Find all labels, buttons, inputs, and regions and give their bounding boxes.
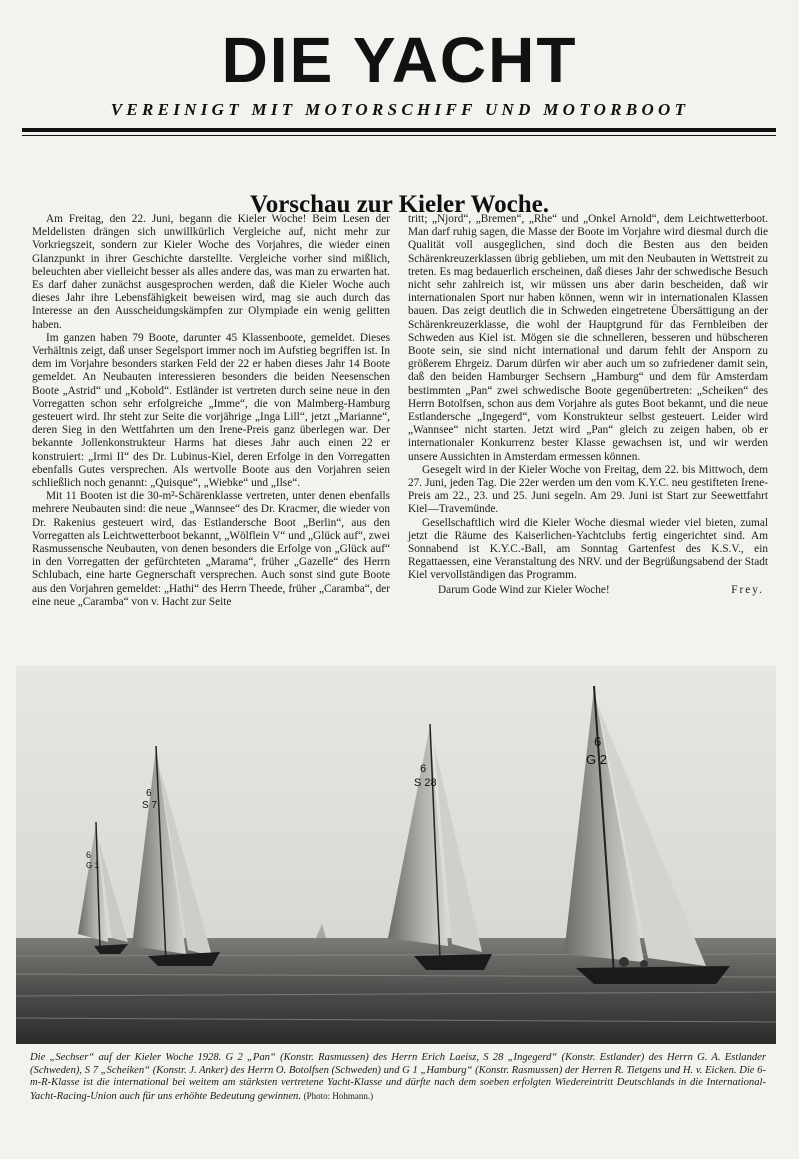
regatta-photo	[16, 666, 776, 1044]
article-headline: Vorschau zur Kieler Woche.	[249, 190, 550, 218]
sail-number: 6	[86, 850, 92, 860]
author-name: Frey.	[731, 583, 764, 596]
sail-number: 6	[594, 734, 602, 749]
closing-line: Darum Gode Wind zur Kieler Woche!	[438, 583, 610, 596]
sail-number: 6	[420, 763, 427, 775]
sail-number: G 2	[586, 752, 607, 767]
article-paragraph: Am Freitag, den 22. Juni, begann die Kieler Woche! Beim Lesen der Meldelisten drängen sich unwillkürlich Vergleiche auf, nicht mehr zur Vorkriegszeit, sondern zur Kieler Woche des Vorjahres, die wieder einen Glanzpunkt in ihrer Geschichte darstellte. Vergleiche vorher sind mißlich, beleuchten aber vielleicht besser als alles andere das, was man zu erwarten hat. Es darf daher zunächst ausgesprochen werden, daß die Kieler Woche auch dieses Jahr ihre Lebensfähigkeit beweisen wird, mag sie auch durch das Interesse an den Ausscheidungskämpfen zur Olympiade ein wenig gelitten haben.	[32, 213, 390, 331]
masthead-subtitle: VEREINIGT MIT MOTORSCHIFF UND MOTORBOOT	[110, 100, 690, 119]
sail-number: 6	[146, 788, 152, 799]
article-column-right	[408, 213, 768, 597]
sail-number: G 1	[86, 861, 99, 870]
masthead-title: DIE YACHT	[221, 24, 578, 96]
masthead-rule-thin	[22, 135, 776, 136]
sail-number: S 7	[142, 800, 158, 811]
sail-number: S 28	[414, 777, 437, 789]
photo-caption	[30, 1052, 766, 1103]
photo-credit: (Photo: Hohmann.)	[303, 1090, 374, 1101]
caption-text: Die „Sechser“ auf der Kieler Woche 1928. G 2 „Pan“ (Konstr. Rasmussen) des Herrn Erich Laeisz, S 28 „Ingegerd“ (Konstr. Estlander) des Herrn G. A. Estlander (Schweden), S 7 „Scheiken“ (Konstr. J. Anker) des Herrn O. Botolfsen (Schweden) und G 1 „Hamburg“ (Konstr. Rasmussen) der Herren R. Tietgens und H. v. Eicken. Die 6-m-R-Klasse ist die international bei weitem am stärksten vertretene Yacht-Klasse und dürfte nach dem soeben erfolgten Wiedereintritt Deutschlands in die International-Yacht-Racing-Union auch für uns erhöhte Bedeutung gewinnen.	[30, 1052, 766, 1102]
regatta-photo-drawing	[16, 666, 776, 1044]
article-paragraph: Im ganzen haben 79 Boote, darunter 45 Klassenboote, gemeldet. Dieses Verhältnis zeigt, daß unser Segelsport immer noch im Aufstieg begriffen ist. In dem im Vorjahre besonders starken Feld der 22 er haben dieses Jahr 14 Boote gemeldet. An Neubauten interessieren besonders die beiden Neesenschen Boote „Astrid“ und „Kobold“. Estländer ist vertreten durch seine neue in den Vorregatten schon sehr erfolgreiche „Imme“, die von Malmberg-Hamburg gesteuert wird. Ihr steht zur Seite die vorjährige „Inga Lill“, jetzt „Marianne“, deren Sieg in den Wettfahrten um den Irene-Preis ganz überlegen war. Der bekannte Jollenkonstrukteur Harms hat dieses Jahr auch einen 22 er konstruiert: „Irmi II“ des Dr. Lubinus-Kiel, deren Erfolge in den Vorregatten ebenfalls Gutes versprechen. Als wertvolle Boote aus den Vorjahren seien schließlich noch genannt: „Quisque“, „Wiebke“ und „Ilse“.	[32, 331, 390, 490]
article-paragraph: Gesegelt wird in der Kieler Woche von Freitag, dem 22. bis Mittwoch, dem 27. Juni, jeden Tag. Die 22er werden um den vom K.Y.C. neu gestifteten Irene-Preis am 22., 23. und 25. Juni segeln. Am 29. Juni ist Start zur Seewettfahrt Kiel—Travemünde.	[408, 463, 768, 516]
article-paragraph: tritt; „Njord“, „Bremen“, „Rhe“ und „Onkel Arnold“, dem Leichtwetterboot. Man darf ruhig sagen, die Masse der Boote im Vorjahre wird diesmal durch die Qualität voll ausgeglichen, sind doch die Besten aus den beiden Schärenkreuzerklassen übrig geblieben, um mit den Neubauten in Wettstreit zu treten. Es mag bedauerlich erscheinen, daß dieses Jahr der schwedische Besuch nicht sehr zahlreich ist, wir müssen uns aber darin bescheiden, daß wir internationalen Sport nur haben können, wenn wir in internationalen Klassen bauen. Das zeigt deutlich die in Schweden eingetretene Übersättigung an der Schärenkreuzerklasse, die wohl der Hauptgrund für das Fernbleiben der Schweden aus Kiel ist. Mögen sie die schnelleren, besseren und hübscheren Boote sein, sie sind nicht international und darum fehlt der Ansporn zu größerem Ehrgeiz. Darum dürfen wir aber auch um so zufriedener damit sein, daß den beiden Hamburger Sechsern „Hamburg“ und dem für Amsterdam bestimmten „Pan“ zwei schwedische Boote gegenübertreten: „Scheiken“ des Herrn Botolfsen, schon aus dem Vorjahre als gutes Boot bekannt, und die neue Estlandersche „Ingegerd“, vom Konstrukteur selbst gesteuert. Leider wird „Wannsee“ nicht starten. Jetzt wird „Pan“ gleich zu zeigen haben, ob er internationaler Konkurrenz bester Klasse gewachsen ist, und wir werden unsere Aussichten in Amsterdam ermessen können.	[408, 213, 768, 463]
article-paragraph: Gesellschaftlich wird die Kieler Woche diesmal wieder viel bieten, zumal jetzt die Räume des Kaiserlichen-Yachtclubs fertig eingerichtet sind. Am Sonnabend ist K.Y.C.-Ball, am Sonntag Gartenfest des K.S.V., ein Regattaessen, eine Veranstaltung des NRV. und der Begrüßungsabend der Stadt Kiel vervollständigen das Programm.	[408, 516, 768, 582]
masthead-rule-thick	[22, 128, 776, 132]
article-paragraph: Mit 11 Booten ist die 30-m²-Schärenklasse vertreten, unter denen ebenfalls mehrere Neubauten sind: die neue „Wannsee“ des Dr. Kracmer, die wieder von Dr. Rakenius gesteuert wird, das Estlandersche Boot „Berlin“, aus den Vorregatten als Leichtwetterboot bekannt, „Wölflein V“ und „Glück auf“, zwei Rasmussensche Neubauten, von denen besonders die Erfolge von „Glück auf“ in den Vorregatten der gefürchteten „Marama“, früher „Gazelle“ des Herrn Schlubach, eine harte Gegnerschaft versprechen. Auch sonst sind gute Boote aus den Vorjahren gemeldet: „Hathi“ des Herrn Theede, früher „Caramba“, der eine neue „Caramba“ von v. Hacht zur Seite	[32, 490, 390, 608]
article-signoff	[408, 584, 768, 597]
article-column-left	[32, 213, 390, 609]
